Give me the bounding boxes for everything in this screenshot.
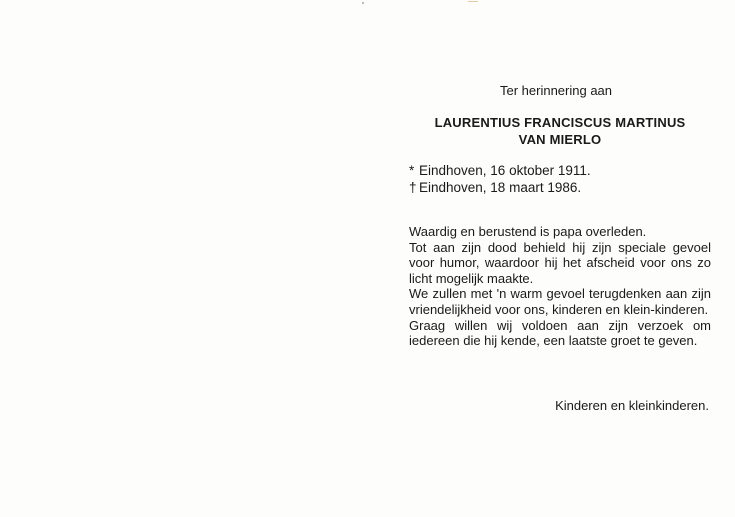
life-dates — [409, 162, 591, 196]
death-text: Eindhoven, 18 maart 1986. — [419, 180, 582, 195]
text-page — [405, 0, 715, 517]
paragraph: We zullen met 'n warm gevoel terugdenken aan zijn vriendelijkheid voor ons, kinderen en klein-kinderen. — [409, 286, 711, 317]
birth-line — [409, 162, 591, 179]
paper-speck — [362, 2, 364, 4]
memorial-text — [409, 224, 711, 349]
death-symbol: † — [409, 180, 417, 195]
name-line-1: LAURENTIUS FRANCISCUS MARTINUS — [434, 115, 686, 130]
deceased-name — [405, 114, 715, 148]
birth-symbol: * — [409, 163, 415, 178]
paragraph: Graag willen wij voldoen aan zijn verzoek om iedereen die hij kende, een laatste groet te geven. — [409, 317, 711, 349]
signature: Kinderen en kleinkinderen. — [555, 398, 709, 413]
paragraph: Tot aan zijn dood behield hij zijn speciale gevoel voor humor, waardoor hij het afscheid voor ons zo licht mogelijk maakte. — [409, 239, 711, 286]
death-line — [409, 179, 591, 196]
intro-line: Ter herinnering aan — [500, 83, 613, 98]
paragraph: Waardig en berustend is papa overleden. — [409, 224, 647, 239]
name-line-2: VAN MIERLO — [518, 132, 602, 147]
birth-text: Eindhoven, 16 oktober 1911. — [419, 163, 591, 178]
